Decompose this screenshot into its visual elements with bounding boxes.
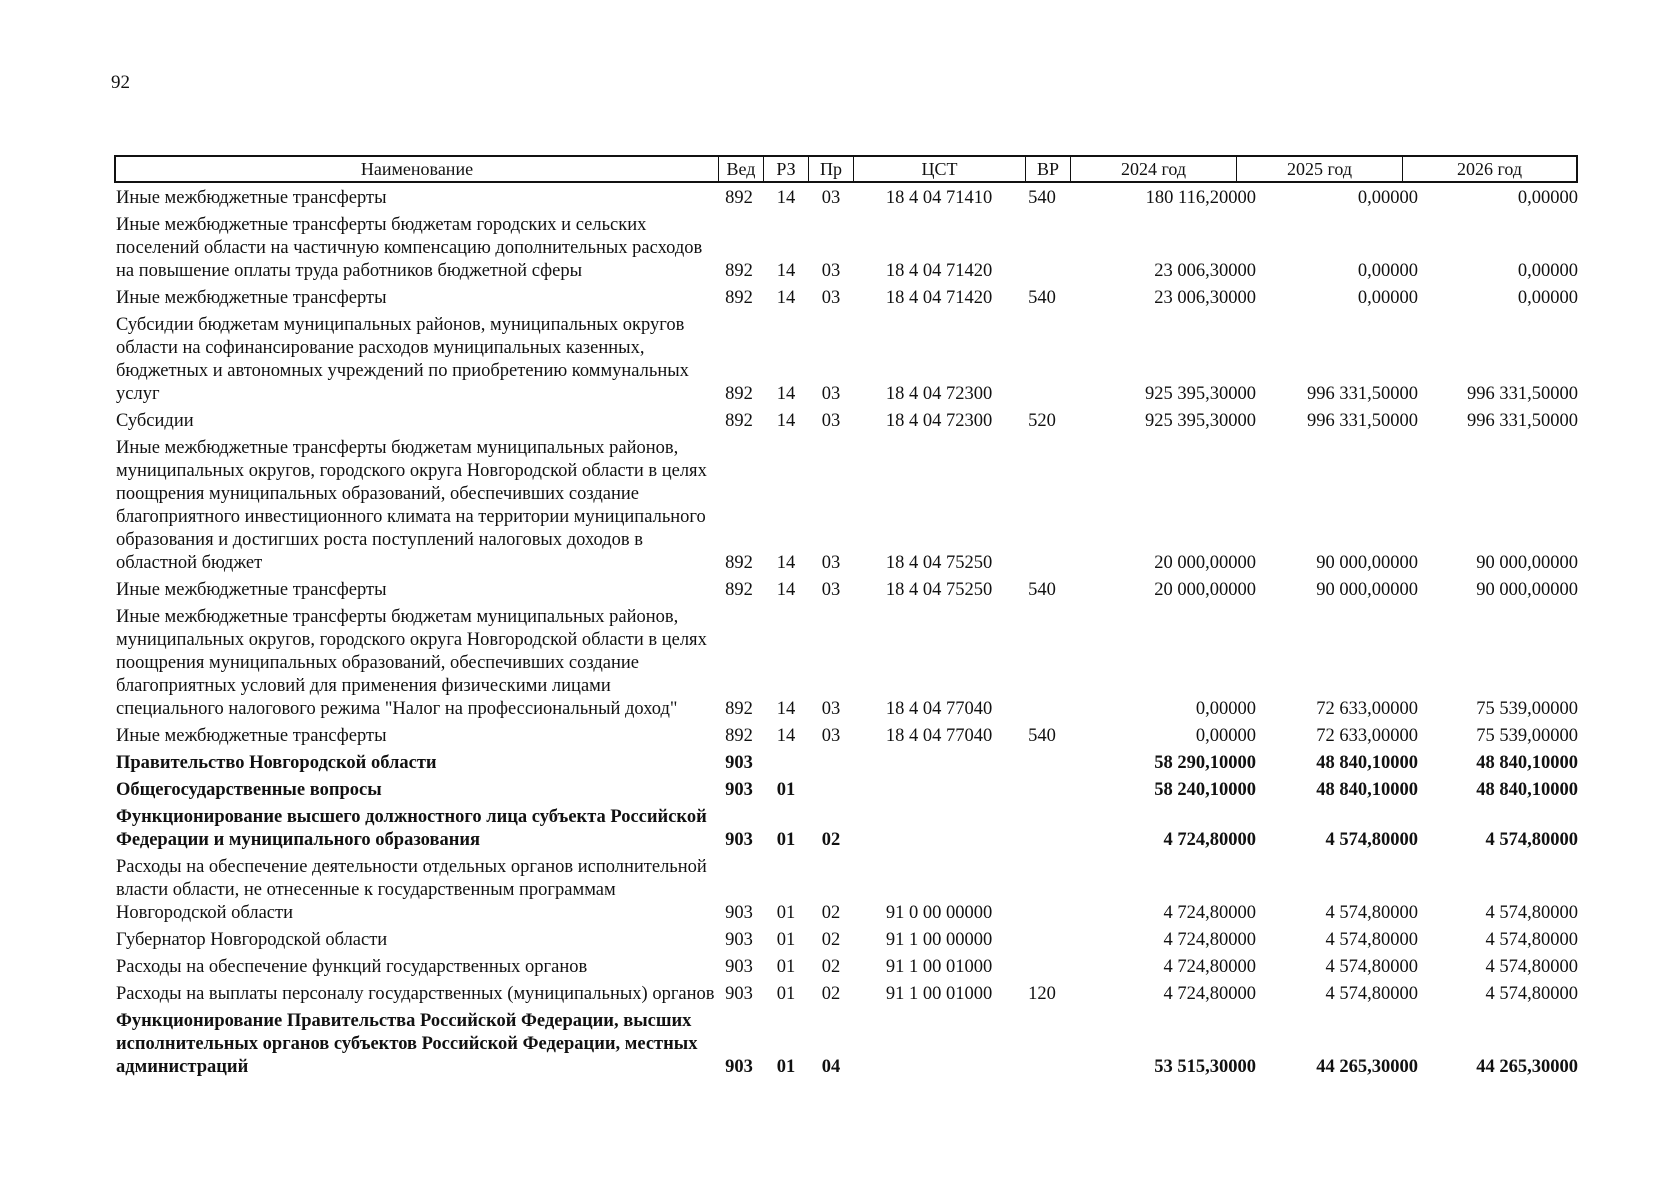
header-vr: ВР [1025,157,1070,181]
cell-name: Общегосударственные вопросы [116,780,382,800]
cell-rz: 14 [776,553,796,573]
cell-cst: 18 4 04 71410 [885,188,993,208]
header-rz: РЗ [763,157,808,181]
cell-ved: 903 [725,780,753,800]
cell-name: Иные межбюджетные трансферты [116,726,387,746]
cell-2026: 4 574,80000 [1485,930,1578,950]
header-2025: 2025 год [1236,157,1402,181]
cell-name: Иные межбюджетные трансферты [116,288,387,308]
cell-pr: 03 [821,288,841,308]
cell-2026: 4 574,80000 [1485,830,1578,850]
cell-ved: 892 [725,553,753,573]
cell-rz: 14 [776,726,796,746]
table-row [114,752,1578,775]
cell-2026: 48 840,10000 [1476,753,1578,773]
cell-cst: 18 4 04 77040 [885,726,993,746]
cell-2025: 0,00000 [1357,188,1418,208]
cell-rz: 14 [776,188,796,208]
cell-rz: 14 [776,699,796,719]
cell-pr: 03 [821,699,841,719]
table-row [114,410,1578,433]
table-row [114,1010,1578,1079]
cell-2026: 48 840,10000 [1476,780,1578,800]
cell-ved: 892 [725,288,753,308]
cell-cst: 18 4 04 72300 [885,384,993,404]
cell-2025: 0,00000 [1357,288,1418,308]
cell-2024: 58 240,10000 [1154,780,1256,800]
cell-name: Функционирование высшего должностного лица субъекта Российской Федерации и муниципального образования [116,807,707,850]
table-body [114,187,1578,1079]
table-row [114,214,1578,283]
cell-name: Иные межбюджетные трансферты [116,188,387,208]
cell-pr: 03 [821,261,841,281]
cell-2024: 58 290,10000 [1154,753,1256,773]
cell-name: Субсидии [116,411,194,431]
cell-2025: 72 633,00000 [1316,726,1418,746]
cell-ved: 903 [725,1057,753,1077]
cell-2026: 44 265,30000 [1476,1057,1578,1077]
header-pr: Пр [808,157,853,181]
cell-name: Иные межбюджетные трансферты бюджетам городских и сельских поселений области на частичную компенсацию дополнительных расходов на повышение оплаты труда работников бюджетной сферы [116,215,703,281]
cell-name: Иные межбюджетные трансферты [116,580,387,600]
table-row [114,579,1578,602]
cell-ved: 892 [725,261,753,281]
cell-2026: 0,00000 [1517,288,1578,308]
cell-cst: 18 4 04 71420 [885,261,993,281]
cell-2025: 44 265,30000 [1316,1057,1418,1077]
table-row [114,287,1578,310]
cell-ved: 903 [725,957,753,977]
cell-2026: 0,00000 [1517,188,1578,208]
cell-2024: 0,00000 [1195,699,1256,719]
cell-2025: 4 574,80000 [1325,930,1418,950]
cell-cst: 18 4 04 75250 [885,553,993,573]
cell-2024: 20 000,00000 [1154,580,1256,600]
cell-ved: 892 [725,411,753,431]
cell-pr: 03 [821,384,841,404]
cell-2024: 23 006,30000 [1154,288,1256,308]
cell-2026: 0,00000 [1517,261,1578,281]
cell-2026: 4 574,80000 [1485,903,1578,923]
cell-cst: 91 1 00 01000 [885,984,993,1004]
cell-2024: 4 724,80000 [1163,957,1256,977]
table-row [114,806,1578,852]
cell-name: Расходы на обеспечение деятельности отдельных органов исполнительной власти области, не отнесенные к государственным программам Новгородской области [116,857,707,923]
cell-2026: 996 331,50000 [1467,384,1578,404]
cell-rz: 01 [776,984,796,1004]
cell-name: Функционирование Правительства Российской Федерации, высших исполнительных органов субъектов Российской Федерации, местных администраций [116,1011,698,1077]
cell-rz: 01 [776,1057,796,1077]
cell-2024: 23 006,30000 [1154,261,1256,281]
cell-name: Расходы на обеспечение функций государственных органов [116,957,588,977]
cell-2025: 4 574,80000 [1325,830,1418,850]
cell-2025: 90 000,00000 [1316,553,1418,573]
cell-vr: 120 [1028,984,1056,1004]
cell-name: Иные межбюджетные трансферты бюджетам муниципальных районов, муниципальных округов, городского округа Новгородской области в целях поощрения муниципальных образований, обеспечивших создание благоприятных условий для применения физическими лицами специального налогового режима "Налог на профессиональный доход" [116,607,707,719]
header-2026: 2026 год [1402,157,1576,181]
cell-vr: 540 [1028,580,1056,600]
cell-2026: 90 000,00000 [1476,580,1578,600]
cell-2024: 4 724,80000 [1163,830,1256,850]
cell-rz: 14 [776,261,796,281]
cell-rz: 01 [776,903,796,923]
cell-pr: 02 [821,957,841,977]
cell-2024: 4 724,80000 [1163,930,1256,950]
table-row [114,606,1578,721]
cell-2025: 90 000,00000 [1316,580,1418,600]
table-header [114,155,1578,183]
cell-2025: 72 633,00000 [1316,699,1418,719]
cell-name: Расходы на выплаты персоналу государственных (муниципальных) органов [116,984,715,1004]
cell-2025: 996 331,50000 [1307,384,1418,404]
cell-ved: 903 [725,903,753,923]
cell-name: Правительство Новгородской области [116,753,437,773]
table-row [114,314,1578,406]
cell-2024: 4 724,80000 [1163,903,1256,923]
cell-ved: 903 [725,830,753,850]
table-row [114,437,1578,575]
cell-ved: 892 [725,699,753,719]
cell-cst: 18 4 04 72300 [885,411,993,431]
cell-rz: 14 [776,288,796,308]
table-row [114,779,1578,802]
cell-pr: 03 [821,411,841,431]
cell-cst: 91 0 00 00000 [885,903,993,923]
header-name: Наименование [360,159,474,179]
cell-ved: 892 [725,188,753,208]
cell-2025: 4 574,80000 [1325,984,1418,1004]
cell-2024: 925 395,30000 [1145,384,1256,404]
cell-pr: 03 [821,553,841,573]
cell-pr: 03 [821,726,841,746]
cell-ved: 892 [725,580,753,600]
cell-pr: 02 [821,984,841,1004]
table-row [114,956,1578,979]
cell-ved: 903 [725,930,753,950]
table-row [114,856,1578,925]
table-row [114,929,1578,952]
cell-2025: 996 331,50000 [1307,411,1418,431]
cell-pr: 03 [821,580,841,600]
header-cst: ЦСТ [853,157,1025,181]
cell-rz: 01 [776,957,796,977]
cell-2025: 48 840,10000 [1316,780,1418,800]
cell-2025: 4 574,80000 [1325,957,1418,977]
cell-2026: 4 574,80000 [1485,957,1578,977]
cell-2024: 4 724,80000 [1163,984,1256,1004]
cell-name: Иные межбюджетные трансферты бюджетам муниципальных районов, муниципальных округов, городского округа Новгородской области в целях поощрения муниципальных образований, обеспечивших создание благоприятного инвестиционного климата на территории муниципального образования и достигших роста поступлений налоговых доходов в областной бюджет [116,438,707,573]
cell-pr: 02 [821,930,841,950]
cell-2026: 90 000,00000 [1476,553,1578,573]
cell-vr: 540 [1028,188,1056,208]
cell-2024: 925 395,30000 [1145,411,1256,431]
cell-pr: 02 [821,830,841,850]
cell-rz: 01 [776,780,796,800]
table-row [114,983,1578,1006]
cell-ved: 903 [725,984,753,1004]
cell-cst: 91 1 00 01000 [885,957,993,977]
cell-2026: 996 331,50000 [1467,411,1578,431]
cell-ved: 892 [725,384,753,404]
cell-2025: 48 840,10000 [1316,753,1418,773]
cell-vr: 540 [1028,288,1056,308]
cell-2026: 4 574,80000 [1485,984,1578,1004]
table-row [114,187,1578,210]
cell-2024: 20 000,00000 [1154,553,1256,573]
cell-cst: 18 4 04 75250 [885,580,993,600]
cell-2025: 0,00000 [1357,261,1418,281]
cell-name: Субсидии бюджетам муниципальных районов, муниципальных округов области на софинансирование расходов муниципальных казенных, бюджетных и автономных учреждений по приобретению коммунальных услуг [116,315,689,404]
table-row [114,725,1578,748]
header-ved: Вед [718,157,763,181]
cell-cst: 91 1 00 00000 [885,930,993,950]
cell-vr: 540 [1028,726,1056,746]
budget-table [114,155,1578,1079]
cell-cst: 18 4 04 77040 [885,699,993,719]
cell-2024: 0,00000 [1195,726,1256,746]
cell-2026: 75 539,00000 [1476,699,1578,719]
cell-2025: 4 574,80000 [1325,903,1418,923]
cell-rz: 14 [776,580,796,600]
cell-pr: 03 [821,188,841,208]
cell-ved: 892 [725,726,753,746]
cell-rz: 01 [776,830,796,850]
cell-pr: 02 [821,903,841,923]
cell-ved: 903 [725,753,753,773]
cell-2024: 180 116,20000 [1145,188,1256,208]
header-2024: 2024 год [1070,157,1236,181]
cell-rz: 01 [776,930,796,950]
cell-cst: 18 4 04 71420 [885,288,993,308]
cell-rz: 14 [776,411,796,431]
cell-pr: 04 [821,1057,841,1077]
cell-2024: 53 515,30000 [1154,1057,1256,1077]
page-number: 92 [111,72,130,93]
cell-2026: 75 539,00000 [1476,726,1578,746]
cell-rz: 14 [776,384,796,404]
cell-vr: 520 [1028,411,1056,431]
cell-name: Губернатор Новгородской области [116,930,388,950]
